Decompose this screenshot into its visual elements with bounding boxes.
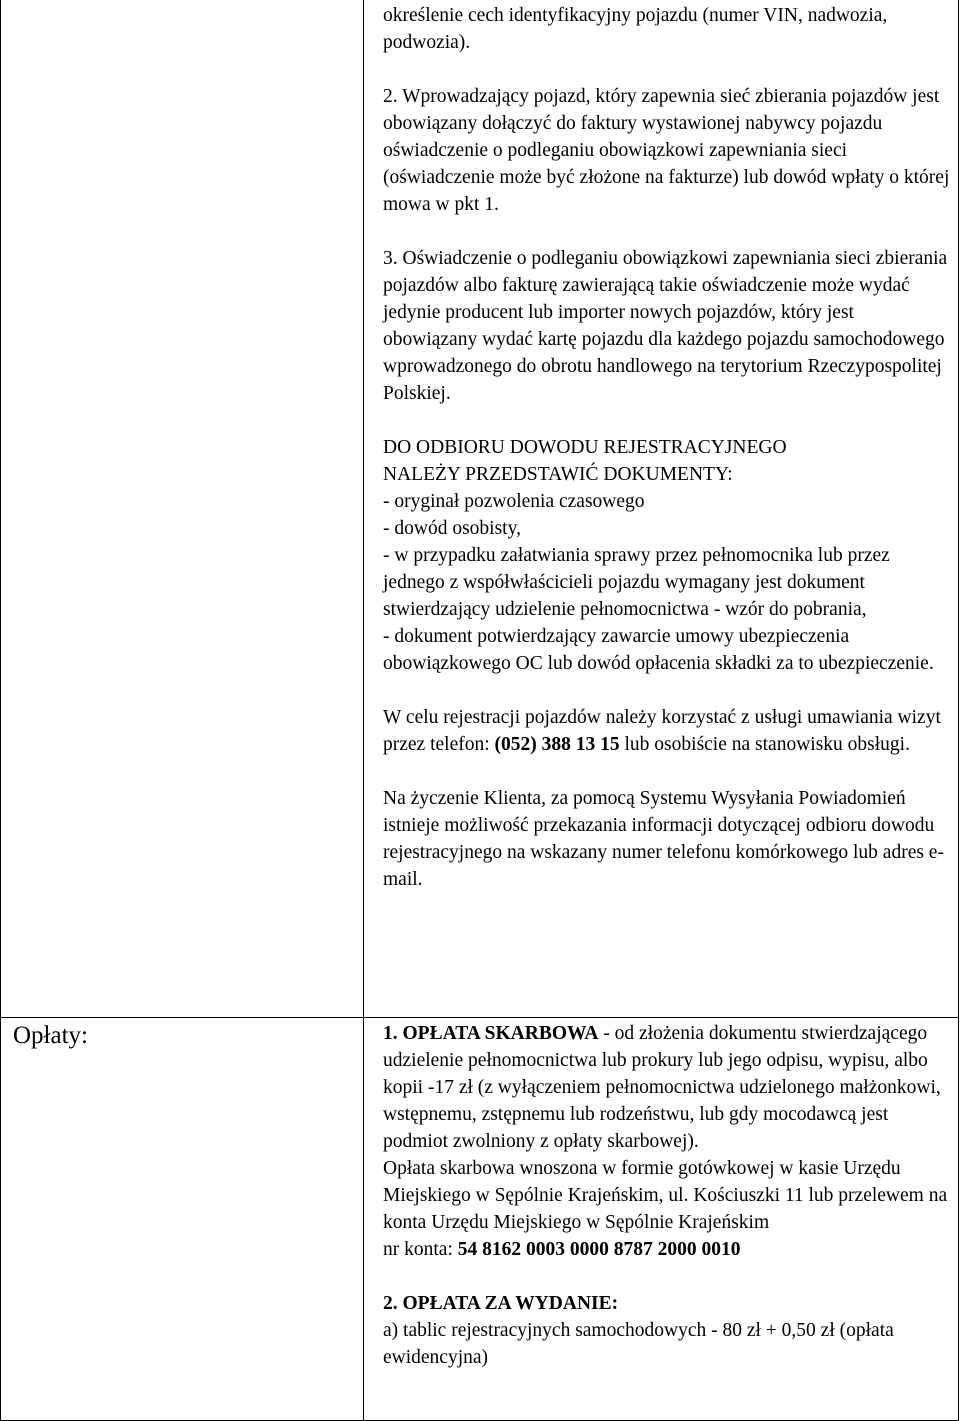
point-1-continuation: określenie cech identyfikacyjny pojazdu (numer VIN, nadwozia, podwozia). [383,5,888,53]
empty-label-cell [1,0,364,1017]
account-line: nr konta: 54 8162 0003 0000 8787 2000 0010 [383,1238,741,1260]
document-item: - oryginał pozwolenia czasowego [383,491,645,512]
info-cell [364,0,959,1017]
account-number: 54 8162 0003 0000 8787 2000 0010 [457,1238,741,1260]
fee-1-payment: Opłata skarbowa wnoszona w formie gotówkowej w kasie Urzędu Miejskiego w Sępólnie Krajeńskim, ul. Kościuszki 11 lub przelewem na konta Urzędu Miejskiego w Sępólnie Krajeńskim [383,1157,948,1233]
point-2: 2. Wprowadzający pojazd, który zapewnia sieć zbierania pojazdów jest obowiązany dołączyć do faktury wystawionej nabywcy pojazdu oświadczenie o podleganiu obowiązkowi zapewniania sieci (oświadczenie może być złożone na fakturze) lub dowód wpłaty o której mowa w pkt 1. [383,86,950,215]
point-3: 3. Oświadczenie o podleganiu obowiązkowi zapewniania sieci zbierania pojazdów albo fakturę zawierającą takie oświadczenie może wydać jedynie producent lub importer nowych pojazdów, który jest obowiązany wydać kartę pojazdu dla każdego pojazdu samochodowego wprowadzonego do obrotu handlowego na terytorium Rzeczypospolitej Polskiej. [383,248,948,404]
required-documents [383,434,950,677]
info-row [1,0,959,1017]
fees-cell [364,1017,959,1420]
fee-1: 1. OPŁATA SKARBOWA - od złożenia dokumentu stwierdzającego udzielenie pełnomocnictwa lub prokury lub jego odpisu, wypisu, albo kopii -17 zł (z wyłączeniem pełnomocnictwa udzielonego małżonkowi, wstępnemu, zstępnemu lub rodzeństwu, lub gdy mocodawcą jest podmiot zwolniony z opłaty skarbowej). [383,1022,941,1152]
documents-heading-line-1: DO ODBIORU DOWODU REJESTRACYJNEGO [383,437,787,458]
phone-number: (052) 388 13 15 [494,734,620,755]
fee-2-item-a: a) tablic rejestracyjnych samochodowych - 80 zł + 0,50 zł (opłata ewidencyjna) [383,1319,894,1368]
appointment-info: W celu rejestracji pojazdów należy korzystać z usługi umawiania wizyt przez telefon: (052) 388 13 15 lub osobiście na stanowisku obsługi. [383,707,941,755]
fees-label: Opłaty: [13,1021,88,1049]
fee-2-title: 2. OPŁATA ZA WYDANIE: [383,1292,619,1314]
document-item: - dokument potwierdzający zawarcie umowy ubezpieczenia obowiązkowego OC lub dowód opłacenia składki za to ubezpieczenie. [383,626,934,674]
fees-row [1,1017,959,1420]
fees-label-cell [1,1017,364,1420]
notification-info: Na życzenie Klienta, za pomocą Systemu Wysyłania Powiadomień istnieje możliwość przekazania informacji dotyczącej odbioru dowodu rejestracyjnego na wskazany numer telefonu komórkowego lub adres e-mail. [383,788,944,890]
documents-heading-line-2: NALEŻY PRZEDSTAWIĆ DOKUMENTY: [383,464,733,485]
document-item: - dowód osobisty, [383,518,521,539]
fee-1-title: 1. OPŁATA SKARBOWA [383,1022,599,1044]
document-item: - w przypadku załatwiania sprawy przez pełnomocnika lub przez jednego z współwłaścicieli pojazdu wymagany jest dokument stwierdzający udzielenie pełnomocnictwa - wzór do pobrania, [383,545,890,620]
